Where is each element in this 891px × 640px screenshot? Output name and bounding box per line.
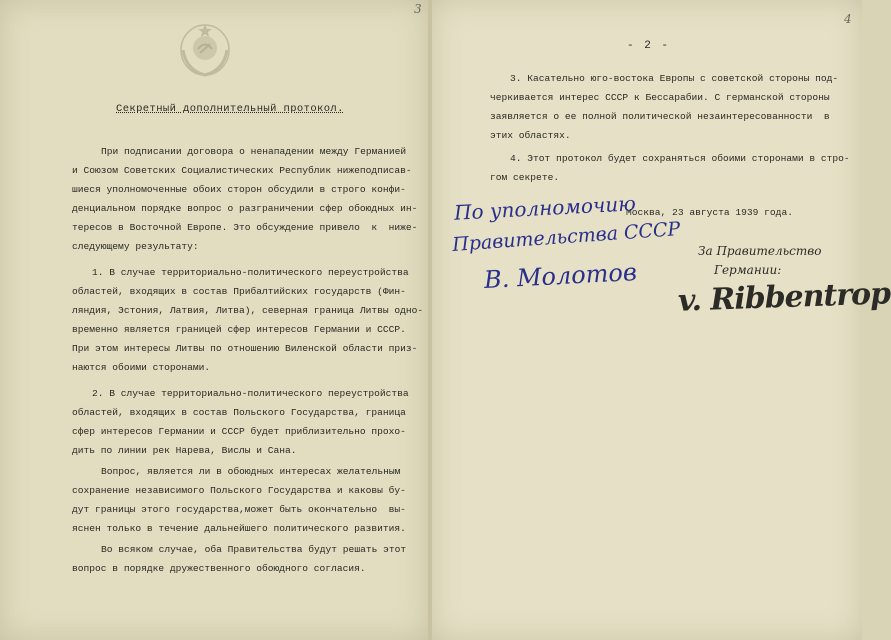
text-line: сохранение независимого Польского Государства и каковы бу-: [72, 485, 406, 496]
text-line: областей, входящих в состав Польского Государства, граница: [72, 407, 406, 418]
text-line: вопрос в порядке дружественного обоюдного согласия.: [72, 563, 366, 574]
document-title: Секретный дополнительный протокол.: [116, 103, 344, 115]
text-line: заявляется о ее полной политической незаинтересованности в: [490, 111, 830, 122]
text-line: областей, входящих в состав Прибалтийских государств (Фин-: [72, 286, 406, 297]
text-line: сфер интересов Германии и СССР будет приблизительно прохо-: [72, 426, 406, 437]
german-authority-line: За Правительство: [698, 244, 822, 258]
text-line: 4. Этот протокол будет сохраняться обоими сторонами в стро-: [510, 153, 850, 164]
archive-page-number: 4: [844, 12, 852, 26]
text-line: шиеся уполномоченные обоих сторон обсудили в строго конфи-: [72, 184, 406, 195]
state-emblem-icon: [178, 22, 232, 78]
text-line: следующему результату:: [72, 241, 199, 252]
text-line: 2. В случае территориально-политического переустройства: [92, 388, 409, 399]
text-line: и Союзом Советских Социалистических Республик нижеподписав-: [72, 165, 412, 176]
place-and-date: Москва, 23 августа 1939 года.: [626, 207, 793, 218]
soviet-authority-line: По уполномочию: [453, 191, 637, 225]
text-line: наются обоими сторонами.: [72, 362, 211, 373]
text-line: временно является границей сфер интересов Германии и СССР.: [72, 324, 406, 335]
text-line: При этом интересы Литвы по отношению Виленской области приз-: [72, 343, 418, 354]
molotov-signature: В. Молотов: [483, 258, 638, 294]
document-page-2: [432, 0, 891, 640]
text-line: 3. Касательно юго-востока Европы с советской стороны под-: [510, 73, 839, 84]
text-line: При подписании договора о ненападении между Германией: [101, 146, 407, 157]
german-government-line: Германии:: [714, 263, 782, 277]
text-line: денциальном порядке вопрос о разграничении сфер обоюдных ин-: [72, 203, 418, 214]
text-line: яснен только в течение дальнейшего политического развития.: [72, 523, 406, 534]
text-line: Во всяком случае, оба Правительства будут решать этот: [101, 544, 407, 555]
text-line: Вопрос, является ли в обоюдных интересах желательным: [101, 466, 401, 477]
ribbentrop-signature: v. Ribbentrop: [677, 276, 891, 319]
document-page-1: [0, 0, 428, 640]
text-line: черкивается интерес СССР к Бессарабии. С германской стороны: [490, 92, 830, 103]
text-line: гом секрете.: [490, 172, 560, 183]
text-line: 1. В случае территориально-политического переустройства: [92, 267, 409, 278]
text-line: тересов в Восточной Европе. Это обсуждение привело к ниже-: [72, 222, 418, 233]
text-line: ляндия, Эстония, Латвия, Литва), северная граница Литвы одно-: [72, 305, 424, 316]
text-line: дить по линии рек Нарева, Вислы и Сана.: [72, 445, 297, 456]
text-line: этих областях.: [490, 130, 571, 141]
text-line: дут границы этого государства,может быть окончательно вы-: [72, 504, 406, 515]
soviet-government-line: Правительства СССР: [451, 218, 682, 256]
archive-page-number: 3: [414, 2, 422, 16]
page-number: - 2 -: [627, 40, 671, 52]
